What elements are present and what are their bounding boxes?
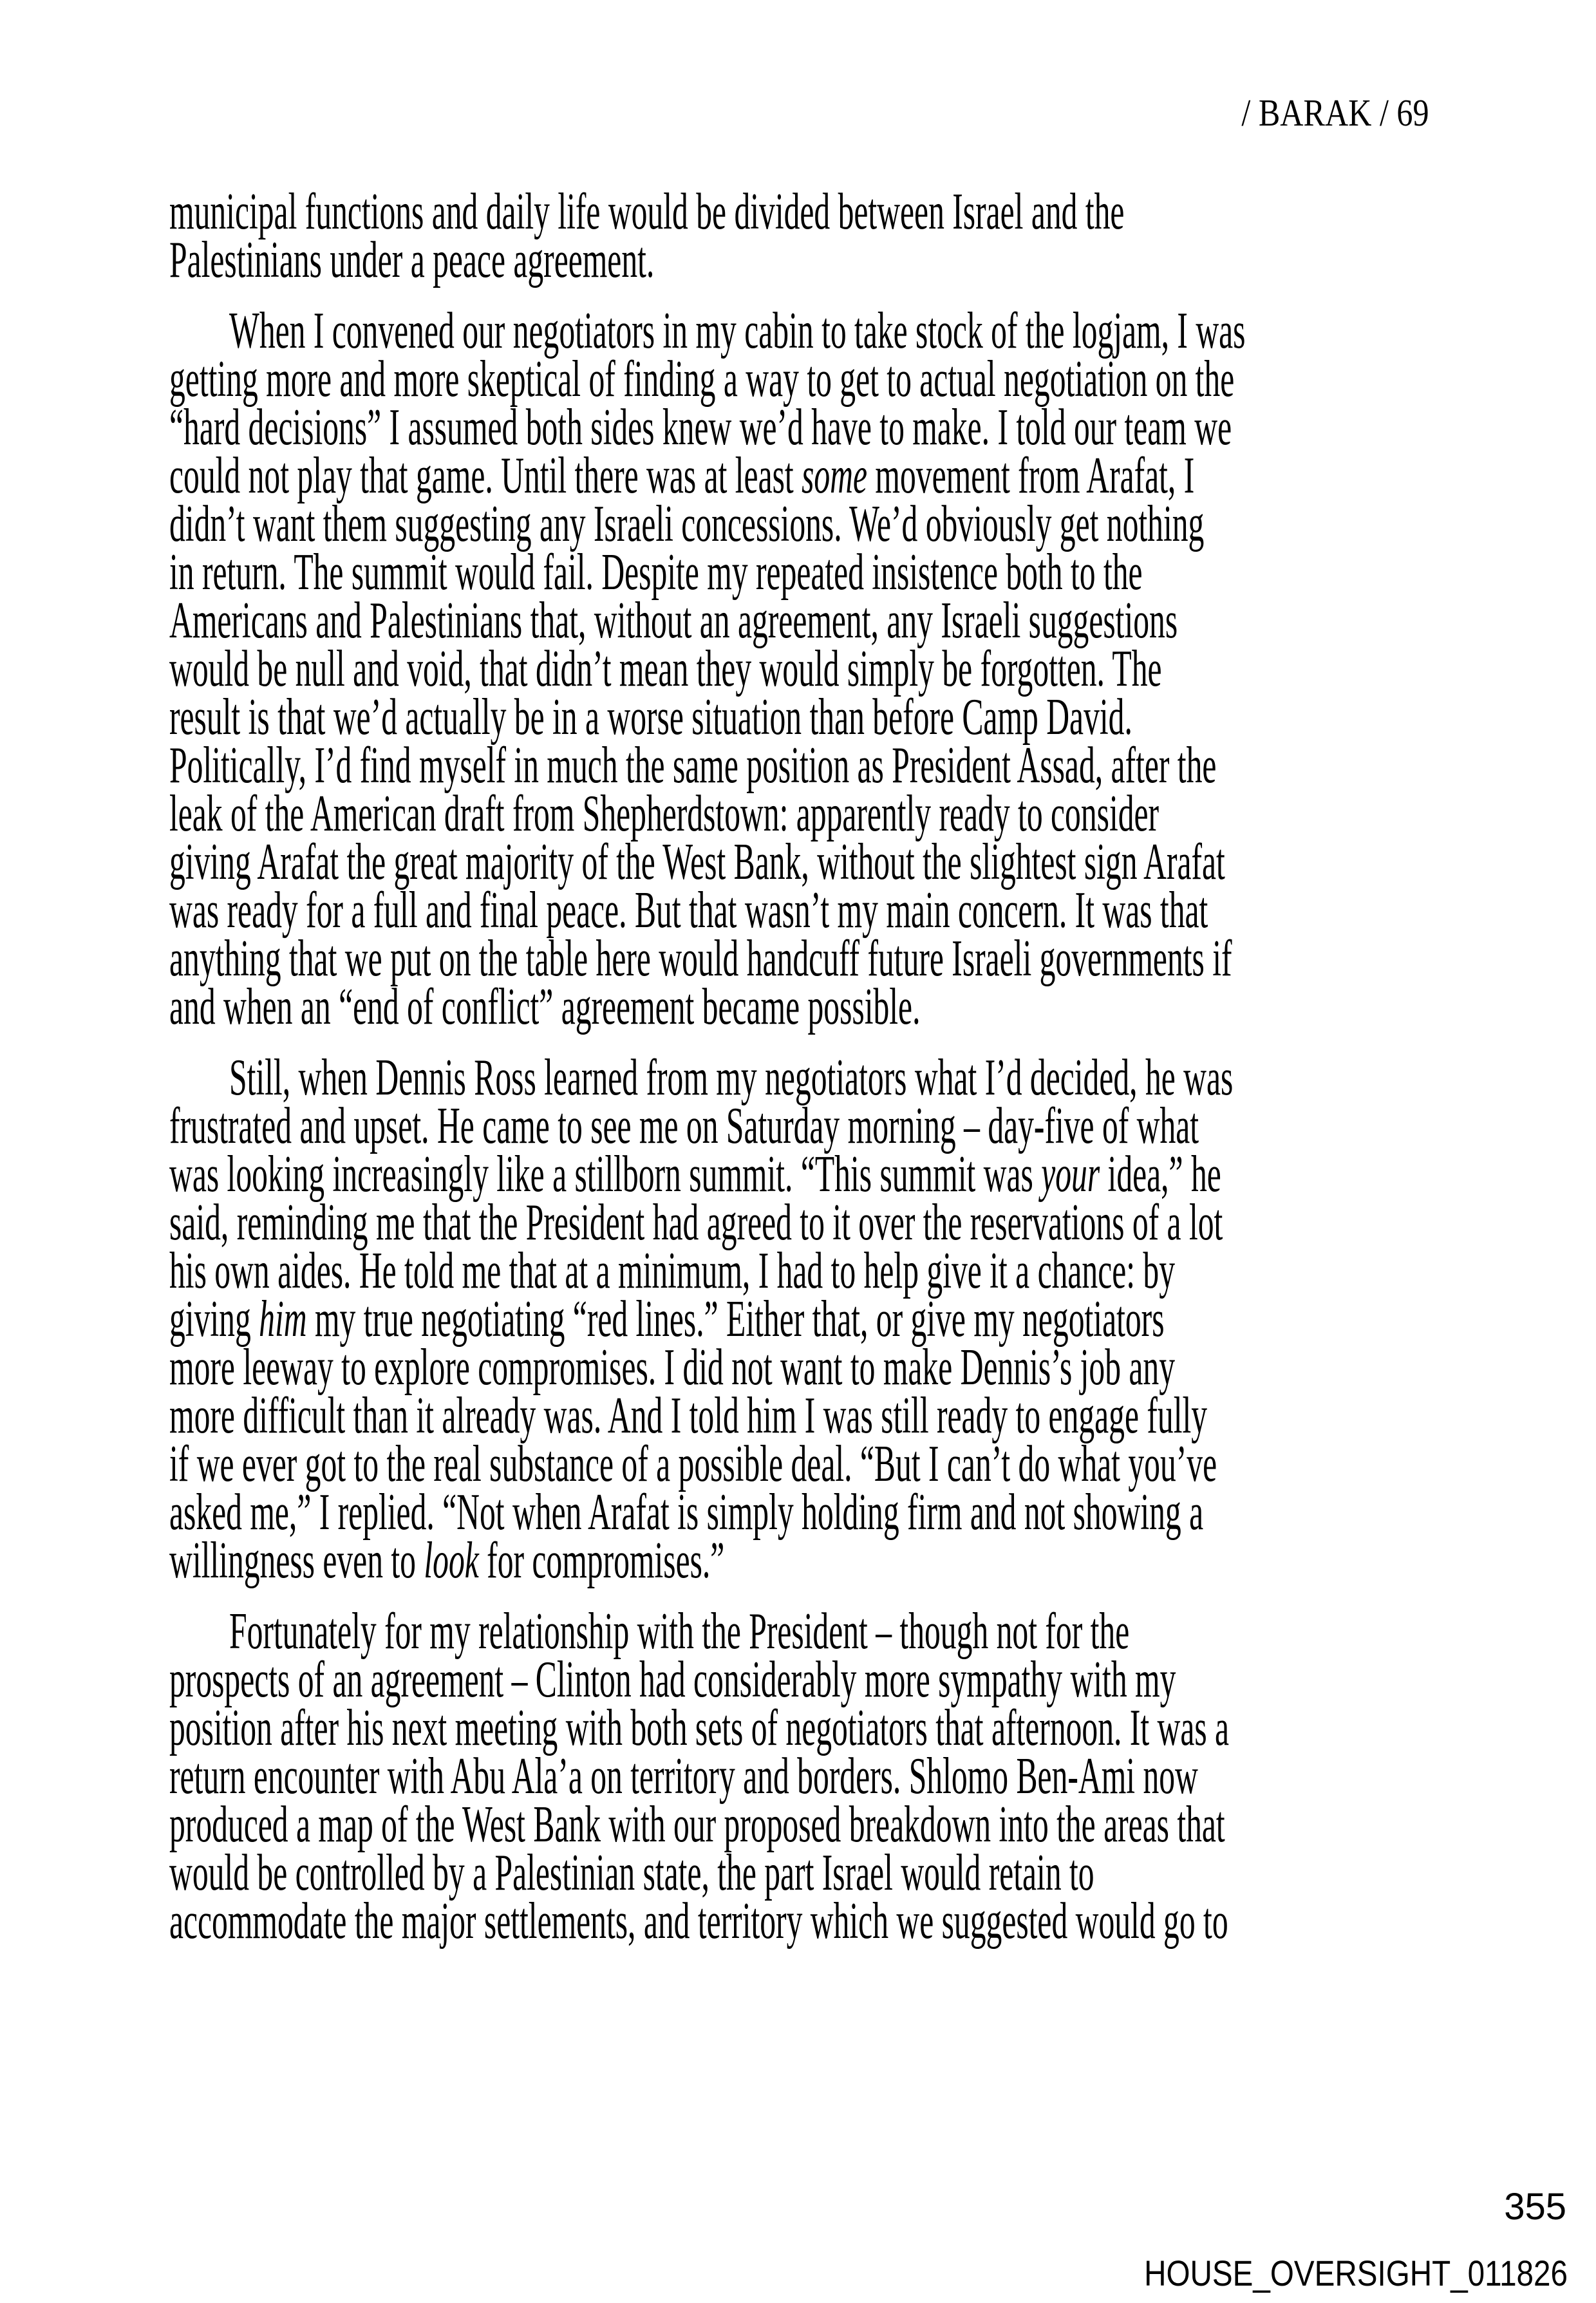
paragraph bbox=[169, 303, 1246, 1035]
text-line bbox=[169, 1291, 1245, 1348]
text-segment: more difficult than it already was. And I told him I was still ready to engage fully bbox=[169, 1387, 1208, 1444]
text-segment: Americans and Palestinians that, without an agreement, any Israeli suggestions bbox=[169, 592, 1178, 649]
document-body bbox=[169, 183, 1246, 1950]
paragraph bbox=[169, 1603, 1245, 1950]
text-line bbox=[169, 1098, 1245, 1154]
text-segment: leak of the American draft from Shepherdstown: apparently ready to consider bbox=[169, 785, 1159, 842]
text-segment: in return. The summit would fail. Despite my repeated insistence both to the bbox=[169, 544, 1143, 601]
italic-text-segment: him bbox=[259, 1291, 307, 1348]
text-segment: was ready for a full and final peace. But that wasn’t my main concern. It was that bbox=[169, 882, 1208, 939]
text-segment: result is that we’d actually be in a worse situation than before Camp David. bbox=[169, 689, 1132, 746]
text-segment: didn’t want them suggesting any Israeli concessions. We’d obviously get nothing bbox=[169, 496, 1205, 552]
text-line bbox=[169, 1532, 1245, 1589]
text-segment: produced a map of the West Bank with our proposed breakdown into the areas that bbox=[169, 1796, 1225, 1853]
text-line bbox=[169, 1339, 1245, 1396]
text-segment: his own aides. He told me that at a minimum, I had to help give it a chance: by bbox=[169, 1243, 1176, 1299]
text-segment: could not play that game. Until there was at least bbox=[169, 447, 802, 504]
text-segment: more leeway to explore compromises. I did not want to make Dennis’s job any bbox=[169, 1339, 1176, 1396]
text-line bbox=[169, 1049, 1245, 1106]
text-line bbox=[169, 1651, 1245, 1708]
text-segment: would be controlled by a Palestinian state, the part Israel would retain to bbox=[169, 1845, 1094, 1901]
text-line bbox=[169, 1484, 1245, 1541]
text-segment: When I convened our negotiators in my cabin to take stock of the logjam, I was bbox=[229, 303, 1246, 359]
text-line bbox=[169, 882, 1245, 939]
text-line bbox=[169, 351, 1245, 408]
text-segment: Still, when Dennis Ross learned from my negotiators what I’d decided, he was bbox=[229, 1049, 1234, 1106]
text-line bbox=[169, 979, 1245, 1035]
text-line bbox=[169, 592, 1245, 649]
text-segment: giving Arafat the great majority of the West Bank, without the slightest sign Arafat bbox=[169, 834, 1225, 890]
paragraph bbox=[169, 183, 1245, 288]
italic-text-segment: look bbox=[424, 1532, 479, 1589]
text-line bbox=[169, 544, 1245, 601]
text-segment: giving bbox=[169, 1291, 259, 1348]
text-line bbox=[169, 930, 1245, 987]
text-line bbox=[169, 785, 1245, 842]
text-segment: was looking increasingly like a stillborn summit. “This summit was bbox=[169, 1146, 1042, 1203]
text-segment: “hard decisions” I assumed both sides knew we’d have to make. I told our team we bbox=[169, 399, 1232, 456]
text-segment: getting more and more skeptical of finding a way to get to actual negotiation on the bbox=[169, 351, 1235, 408]
text-segment: asked me,” I replied. “Not when Arafat is simply holding firm and not showing a bbox=[169, 1484, 1204, 1541]
text-line bbox=[169, 1893, 1245, 1950]
text-line bbox=[169, 232, 1245, 288]
text-segment: said, reminding me that the President had agreed to it over the reservations of a lot bbox=[169, 1194, 1223, 1251]
text-line bbox=[169, 1748, 1245, 1805]
italic-text-segment: your bbox=[1041, 1146, 1100, 1203]
bates-stamp: HOUSE_OVERSIGHT_011826 bbox=[1144, 2253, 1568, 2293]
text-segment: return encounter with Abu Ala’a on territory and borders. Shlomo Ben-Ami now bbox=[169, 1748, 1198, 1805]
text-line bbox=[169, 1603, 1245, 1660]
text-line bbox=[169, 303, 1246, 359]
text-segment: idea,” he bbox=[1100, 1146, 1221, 1203]
paragraph bbox=[169, 1049, 1245, 1589]
text-line bbox=[169, 641, 1245, 697]
italic-text-segment: some bbox=[802, 447, 868, 504]
text-segment: anything that we put on the table here would handcuff future Israeli governments if bbox=[169, 930, 1232, 987]
text-line bbox=[169, 1796, 1245, 1853]
text-segment: and when an “end of conflict” agreement became possible. bbox=[169, 979, 921, 1035]
text-line bbox=[169, 1243, 1245, 1299]
text-segment: Politically, I’d find myself in much the same position as President Assad, after the bbox=[169, 737, 1217, 794]
text-line bbox=[169, 1194, 1245, 1251]
text-segment: for compromises.” bbox=[478, 1532, 725, 1589]
text-line bbox=[169, 1387, 1245, 1444]
text-line bbox=[169, 737, 1245, 794]
text-line bbox=[169, 1700, 1245, 1756]
text-line bbox=[169, 496, 1245, 552]
text-segment: Palestinians under a peace agreement. bbox=[169, 232, 655, 288]
text-segment: accommodate the major settlements, and territory which we suggested would go to bbox=[169, 1893, 1228, 1950]
text-segment: prospects of an agreement – Clinton had considerably more sympathy with my bbox=[169, 1651, 1176, 1708]
text-line bbox=[169, 447, 1245, 504]
running-header: / BARAK / 69 bbox=[1241, 91, 1429, 134]
text-segment: my true negotiating “red lines.” Either that, or give my negotiators bbox=[306, 1291, 1165, 1348]
text-line bbox=[169, 1436, 1245, 1492]
page-number: 355 bbox=[1504, 2186, 1566, 2228]
text-segment: municipal functions and daily life would be divided between Israel and the bbox=[169, 183, 1125, 240]
text-line bbox=[169, 399, 1245, 456]
text-segment: willingness even to bbox=[169, 1532, 424, 1589]
text-segment: movement from Arafat, I bbox=[867, 447, 1195, 504]
text-line bbox=[169, 1146, 1245, 1203]
text-line bbox=[169, 1845, 1245, 1901]
text-segment: Fortunately for my relationship with the President – though not for the bbox=[229, 1603, 1130, 1660]
text-line bbox=[169, 834, 1245, 890]
text-segment: position after his next meeting with both sets of negotiators that afternoon. It was a bbox=[169, 1700, 1230, 1756]
text-segment: if we ever got to the real substance of a possible deal. “But I can’t do what you’ve bbox=[169, 1436, 1217, 1492]
text-line bbox=[169, 183, 1245, 240]
text-line bbox=[169, 689, 1245, 746]
text-segment: would be null and void, that didn’t mean they would simply be forgotten. The bbox=[169, 641, 1162, 697]
text-segment: frustrated and upset. He came to see me on Saturday morning – day-five of what bbox=[169, 1098, 1199, 1154]
